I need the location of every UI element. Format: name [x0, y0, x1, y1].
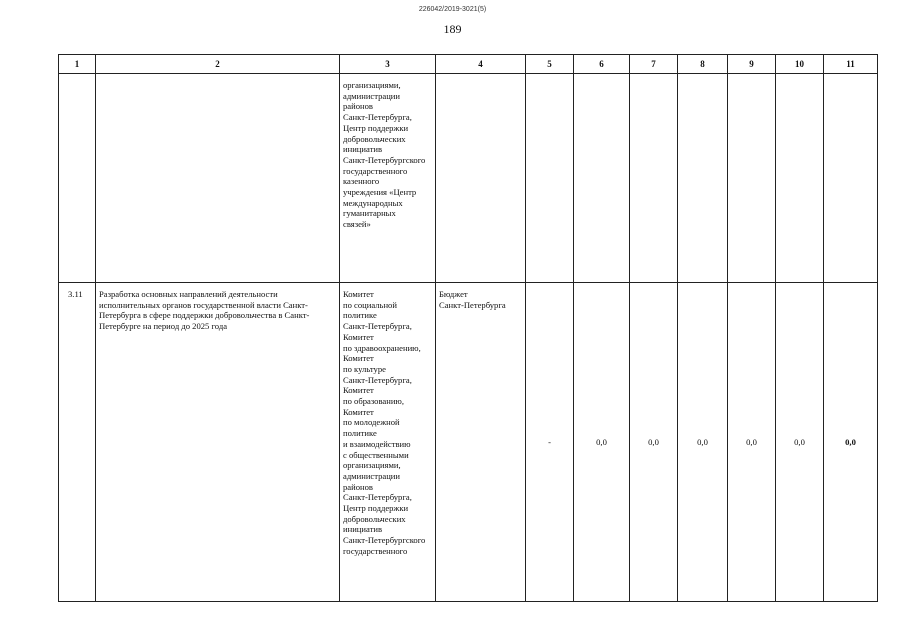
value-cell-7: 0,0 [630, 283, 678, 602]
value-cell-8: 0,0 [678, 283, 728, 602]
col-header-7: 7 [630, 55, 678, 74]
funding-source-cell [436, 74, 526, 283]
value-cell-11 [824, 74, 878, 283]
value-cell-9 [728, 74, 776, 283]
value-cell-11: 0,0 [824, 283, 878, 602]
funding-source-cell: Бюджет Санкт-Петербурга [436, 283, 526, 602]
page-number: 189 [443, 22, 462, 36]
value-cell-6: 0,0 [574, 283, 630, 602]
col-header-6: 6 [574, 55, 630, 74]
column-number-row [59, 55, 878, 74]
row-number-cell [59, 74, 96, 283]
activity-cell [96, 74, 340, 283]
value-cell-10: 0,0 [776, 283, 824, 602]
value-cell-5: - [526, 283, 574, 602]
value-cell-10 [776, 74, 824, 283]
value-cell-5 [526, 74, 574, 283]
table-row [59, 283, 878, 602]
value-cell-7 [630, 74, 678, 283]
col-header-11: 11 [824, 55, 878, 74]
col-header-2: 2 [96, 55, 340, 74]
col-header-1: 1 [59, 55, 96, 74]
col-header-5: 5 [526, 55, 574, 74]
table-row [59, 74, 878, 283]
col-header-9: 9 [728, 55, 776, 74]
col-header-8: 8 [678, 55, 728, 74]
value-cell-6 [574, 74, 630, 283]
col-header-3: 3 [340, 55, 436, 74]
document-id: 226042/2019-3021(5) [418, 6, 487, 13]
col-header-4: 4 [436, 55, 526, 74]
value-cell-9: 0,0 [728, 283, 776, 602]
col-header-10: 10 [776, 55, 824, 74]
value-cell-8 [678, 74, 728, 283]
program-table [58, 54, 878, 602]
activity-cell: Разработка основных направлений деятельности исполнительных органов государственной власти Санкт-Петербурга в сфере поддержки добровольчества в Санкт-Петербурге на период до 2025 года [96, 283, 340, 602]
executors-cell: организациями, администрации районов Санкт-Петербурга, Центр поддержки добровольческих инициатив Санкт-Петербургского государственного казенного учреждения «Центр международных гуманитарных связей» [340, 74, 436, 283]
row-number-cell: 3.11 [59, 283, 96, 602]
executors-cell: Комитет по социальной политике Санкт-Петербурга, Комитет по здравоохранению, Комитет по культуре Санкт-Петербурга, Комитет по образованию, Комитет по молодежной политике и взаимодействию с общественными организациями, администрации районов Санкт-Петербурга, Центр поддержки добровольческих инициатив Санкт-Петербургского государственного [340, 283, 436, 602]
